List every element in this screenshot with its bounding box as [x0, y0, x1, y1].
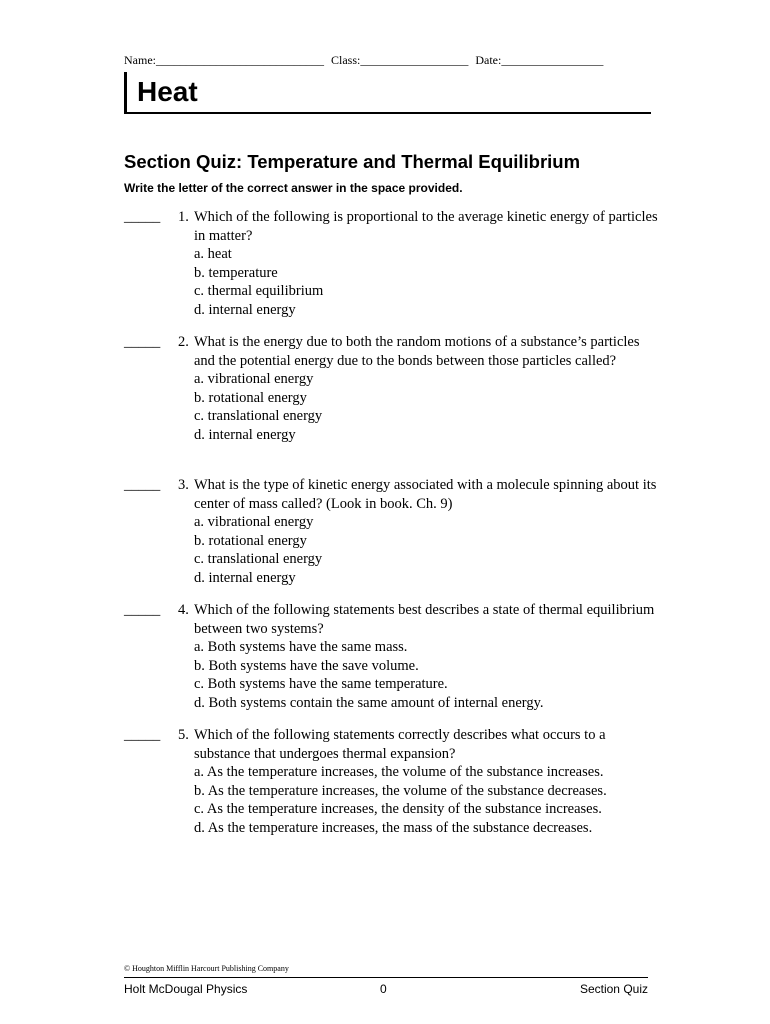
instructions: Write the letter of the correct answer in the space provided.	[124, 181, 463, 195]
answer-blank[interactable]: _____	[124, 334, 161, 350]
option-d: d. internal energy	[194, 569, 296, 586]
option-b: b. rotational energy	[194, 532, 307, 549]
option-a: a. Both systems have the same mass.	[194, 639, 408, 656]
option-b: b. temperature	[194, 264, 278, 281]
option-b: b. Both systems have the save volume.	[194, 657, 419, 674]
option-c: c. As the temperature increases, the density of the substance increases.	[194, 801, 602, 818]
question-number: 3.	[178, 477, 189, 493]
option-a: a. heat	[194, 246, 232, 263]
option-c: c. thermal equilibrium	[194, 283, 324, 300]
option-d: d. Both systems contain the same amount of internal energy.	[194, 694, 544, 711]
answer-blank[interactable]: _____	[124, 209, 161, 225]
footer-course: Holt McDougal Physics	[124, 982, 248, 996]
option-d: d. As the temperature increases, the mass of the substance decreases.	[194, 819, 593, 836]
question-text: Which of the following statements correctly describes what occurs to a substance that undergoes thermal expansion?	[194, 727, 606, 762]
option-c: c. translational energy	[194, 551, 323, 568]
option-d: d. internal energy	[194, 301, 296, 318]
answer-blank[interactable]: _____	[124, 602, 161, 618]
answer-blank[interactable]: _____	[124, 727, 161, 743]
header-fields	[124, 53, 607, 68]
question-number: 1.	[178, 209, 189, 225]
question-number: 5.	[178, 727, 189, 743]
date-field[interactable]: Date:_________________	[475, 53, 604, 67]
footer-divider	[124, 977, 648, 978]
question-text: Which of the following statements best describes a state of thermal equilibrium between two systems?	[194, 602, 655, 637]
footer-section: Section Quiz	[579, 982, 648, 996]
question-number: 4.	[178, 602, 189, 618]
class-field[interactable]: Class:__________________	[331, 53, 469, 67]
option-a: a. vibrational energy	[194, 514, 314, 531]
option-a: a. vibrational energy	[194, 371, 314, 388]
option-c: c. Both systems have the same temperature.	[194, 676, 448, 693]
section-title: Section Quiz: Temperature and Thermal Equilibrium	[124, 151, 581, 172]
chapter-title: Heat	[137, 76, 198, 107]
option-b: b. rotational energy	[194, 389, 307, 406]
copyright-notice: © Houghton Mifflin Harcourt Publishing Company	[124, 964, 289, 973]
question-text: What is the type of kinetic energy associated with a molecule spinning about its center of mass called? (Look in book. Ch. 9)	[194, 477, 657, 512]
footer-page-number: 0	[380, 982, 387, 996]
name-field[interactable]: Name:____________________________	[124, 53, 324, 67]
question-number: 2.	[178, 334, 189, 350]
option-c: c. translational energy	[194, 408, 323, 425]
option-a: a. As the temperature increases, the volume of the substance increases.	[194, 764, 604, 781]
option-d: d. internal energy	[194, 426, 296, 443]
question-text: What is the energy due to both the random motions of a substance’s particles and the potential energy due to the bonds between those particles called?	[194, 334, 640, 369]
chapter-title-box	[124, 72, 651, 114]
question-text: Which of the following is proportional to the average kinetic energy of particles in matter?	[194, 209, 658, 244]
answer-blank[interactable]: _____	[124, 477, 161, 493]
option-b: b. As the temperature increases, the volume of the substance decreases.	[194, 782, 607, 799]
